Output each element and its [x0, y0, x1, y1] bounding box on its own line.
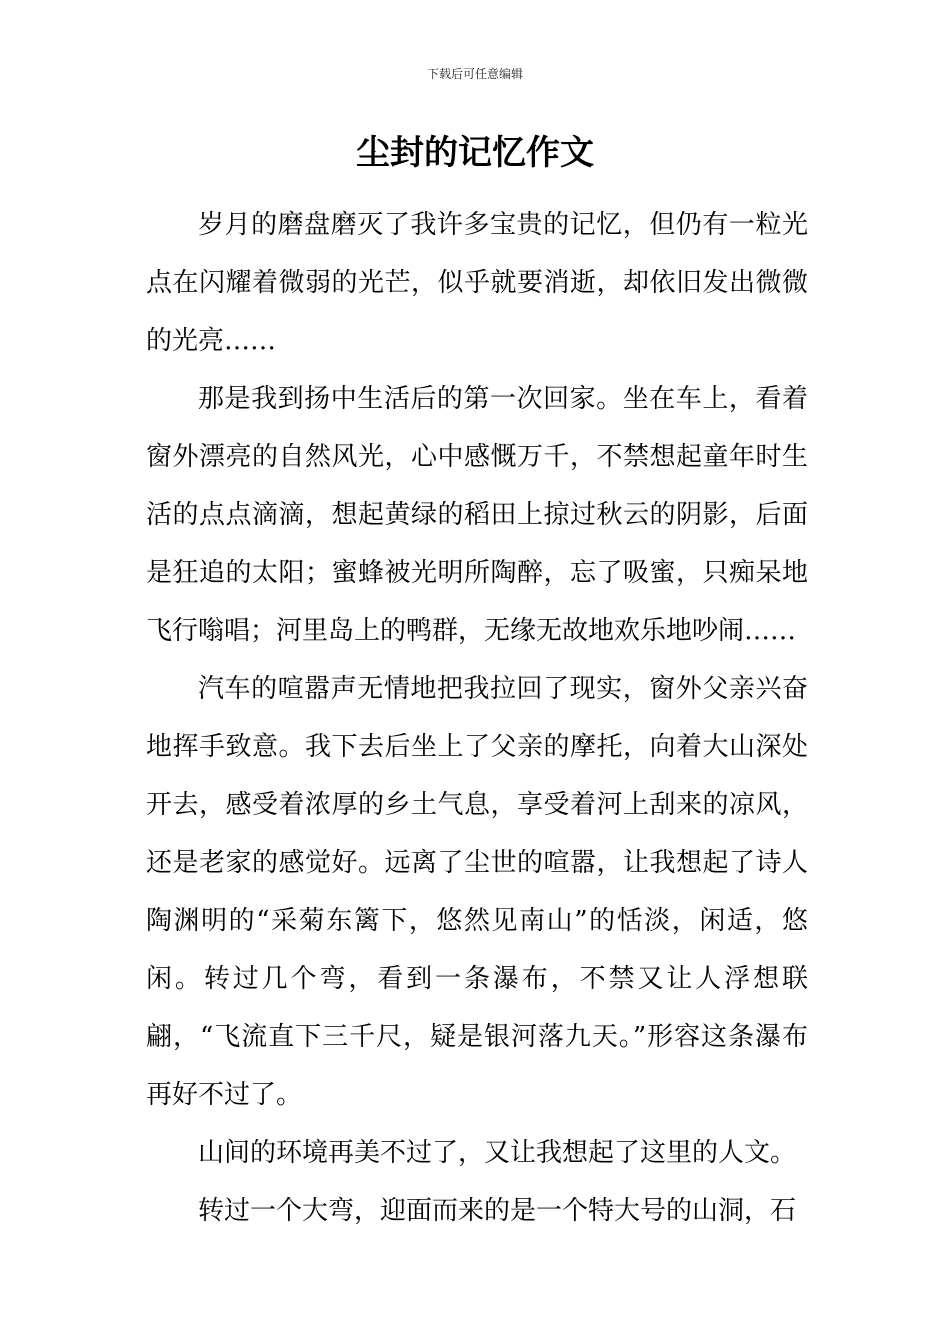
header-note: 下载后可任意编辑	[426, 67, 523, 81]
paragraph-2: 那是我到扬中生活后的第一次回家。坐在车上，看着窗外漂亮的自然风光，心中感慨万千，不禁想起童年时生活的点点滴滴，想起黄绿的稻田上掠过秋云的阴影，后面是狂追的太阳；蜜蜂被光明所陶醉，忘了吸蜜，只痴呆地飞行嗡唱；河里岛上的鸭群，无缘无故地欢乐地吵闹……	[146, 384, 808, 646]
paragraph-3: 汽车的喧嚣声无情地把我拉回了现实，窗外父亲兴奋地挥手致意。我下去后坐上了父亲的摩托，向着大山深处开去，感受着浓厚的乡土气息，享受着河上刮来的凉风，还是老家的感觉好。远离了尘世的喧嚣，让我想起了诗人陶渊明的“采菊东篱下，悠然见南山”的恬淡，闲适，悠闲。转过几个弯，看到一条瀑布，不禁又让人浮想联翩，“飞流直下三千尺，疑是银河落九天。”形容这条瀑布再好不过了。	[146, 674, 808, 1110]
paragraph-1: 岁月的磨盘磨灭了我许多宝贵的记忆，但仍有一粒光点在闪耀着微弱的光芒，似乎就要消逝，却依旧发出微微的光亮……	[146, 210, 808, 356]
paragraph-4: 山间的环境再美不过了，又让我想起了这里的人文。	[198, 1138, 797, 1168]
document-body	[146, 196, 808, 1240]
document-title: 尘封的记忆作文	[356, 133, 594, 173]
paragraph-5: 转过一个大弯，迎面而来的是一个特大号的山洞，石	[198, 1196, 797, 1226]
